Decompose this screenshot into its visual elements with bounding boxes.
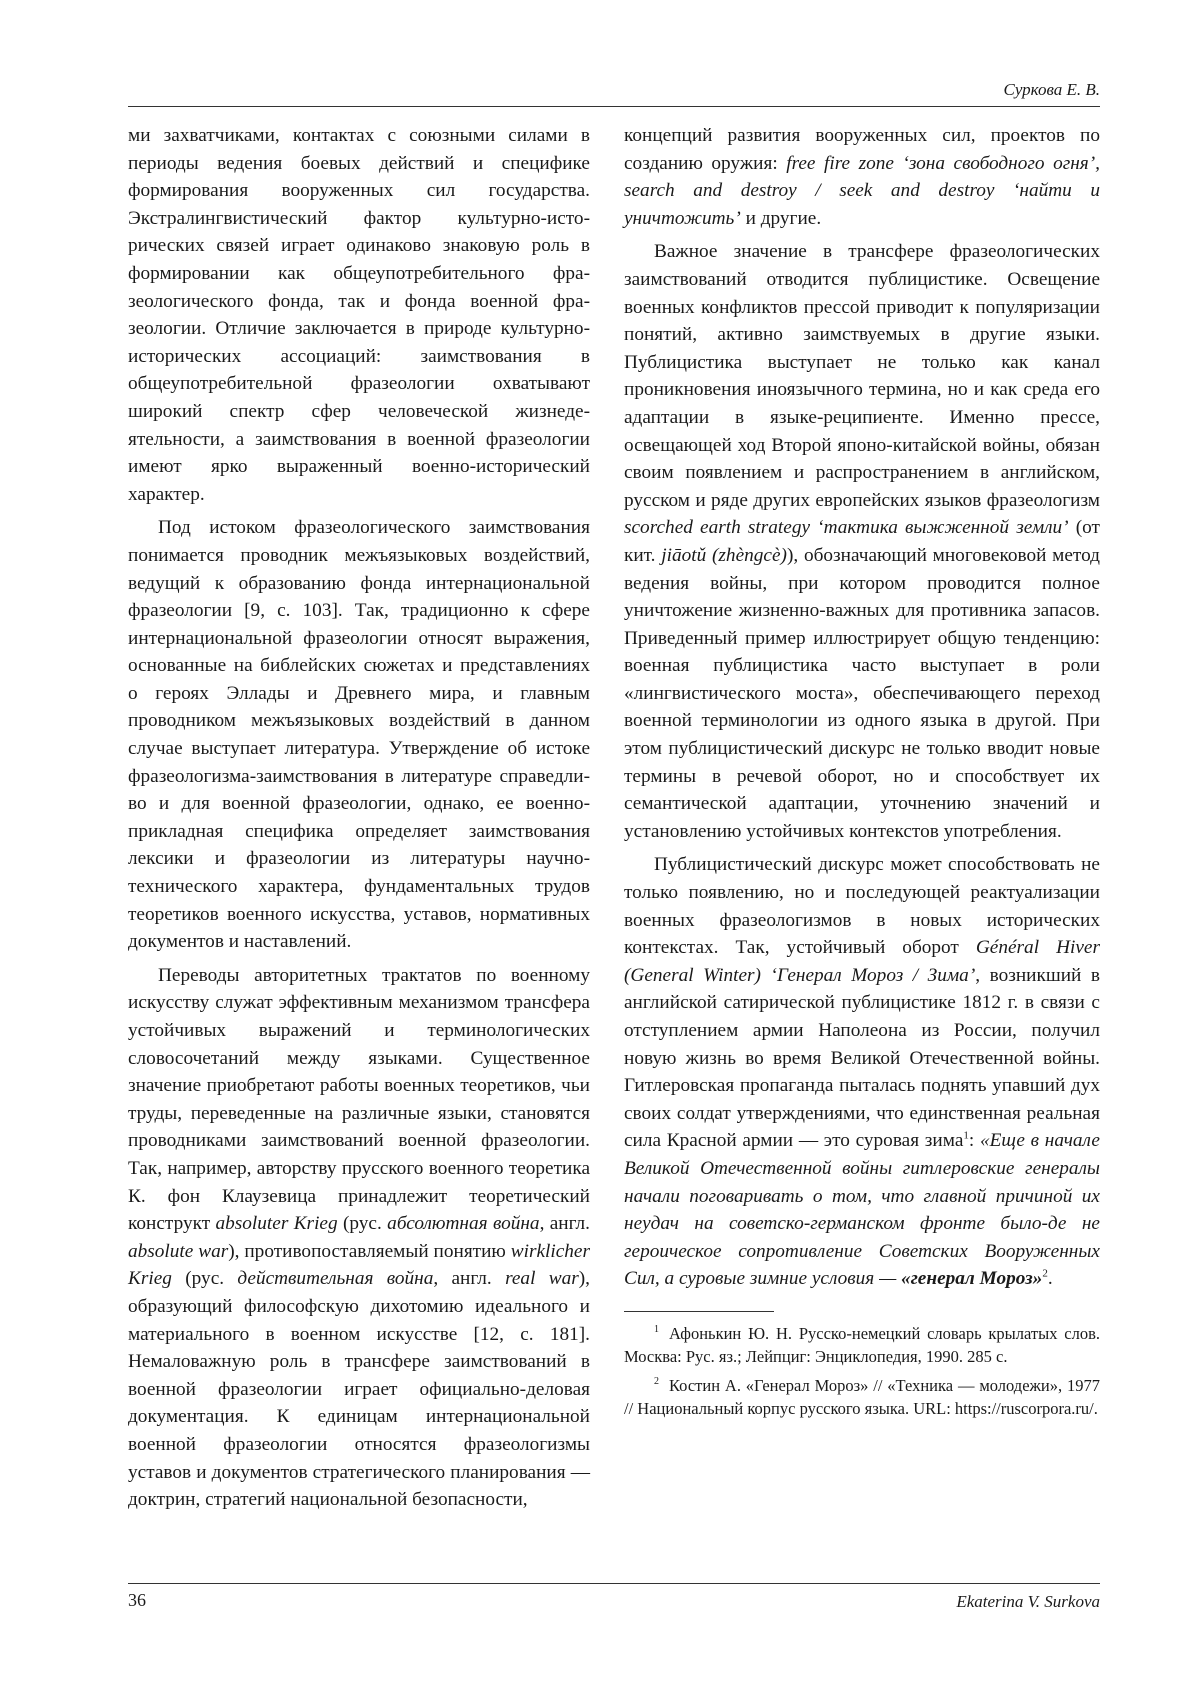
term: absoluter Krieg — [215, 1213, 338, 1235]
term: jiāotǔ (zhèngcè) — [661, 544, 787, 566]
footnote-ref[interactable]: 2 — [1042, 1267, 1048, 1280]
quote-text: «Еще в начале Великой Отечественной войны гитлеровские генералы начали поговаривать о том, что главной причиной их неудач на советско-германском фронте было-де не героическое сопротивление Советских Вооруженных Сил, а суровые зимние условия — — [624, 1130, 1100, 1290]
term: действительная война — [237, 1268, 434, 1290]
footnote-ref[interactable]: 1 — [963, 1129, 969, 1142]
term: абсолютная война — [387, 1213, 540, 1235]
text-run: Публицистический дискурс может способствовать не только появлению, но и последующей реактуализации военных фразеологизмов в новых исторических контекстах. Так, устойчивый оборот — [624, 854, 1100, 959]
footnote-number: 2 — [654, 1376, 659, 1388]
paragraph: ми захватчиками, контактах с союзными силами в периоды ведения боевых действий и специфике формирования вооруженных сил государства. Экстралингвистический фактор культурно-исторических связей играет одинаково знаковую роль в формировании как общеупотребительного фразеологического фонда, так и фонда военной фразеологии. Отличие заключается в природе культурно-исторических ассоциаций: заимствования в общеупотребительной фразеологии охватывают широкий спектр сфер человеческой жизнедеятельности, а заимствования в военной фразеологии имеют ярко выраженный военно-исторический характер. — [128, 125, 590, 505]
paragraph — [624, 851, 1100, 1293]
right-column — [624, 122, 1100, 1426]
term: scorched earth strategy ‘тактика выжженной земли’ — [624, 517, 1069, 539]
footnote-rule — [624, 1311, 774, 1312]
text-run: , англ. — [539, 1213, 590, 1235]
text-run: , возникший в английской сатирической публицистике 1812 г. в связи с отступлением армии Наполеона из России, получил новую жизнь во время Великой Отечественной войны. Гитлеровская пропаганда пыталась поднять упавший дух своих солдат утверждениями, что единственная реальная сила Красной армии — это суровая зима — [624, 964, 1100, 1152]
footnote-text: Афонькин Ю. Н. Русско-немецкий словарь крылатых слов. Москва: Рус. яз.; Лейпциг: Энциклопедия, 1990. 285 с. — [624, 1323, 1100, 1366]
page-number: 36 — [128, 1590, 146, 1610]
text-run: и другие. — [740, 207, 822, 229]
text-run: . — [1047, 1268, 1053, 1290]
term: free fire zone ‘зона свободного огня’, search and destroy / seek and destroy ‘найти и уничтожить’ — [624, 152, 1100, 229]
paragraph — [624, 122, 1100, 232]
text-run: Переводы авторитетных трактатов по военному искусству служат эффективным механизмом трансфера устойчивых выражений и терминологических словосочетаний между языками. Существенное значение приобретают работы военных теоретиков, чьи труды, переведенные на различные языки, становятся проводниками заимствований военной фразеологии. Так, например, авторству прусского военного теоретика К. фон Клаузевица принадлежит теоретический конструкт — [128, 964, 590, 1235]
footnote-number: 1 — [654, 1324, 659, 1336]
running-head: Суркова Е. В. — [1003, 80, 1100, 99]
text-run: ), противопоставляемый понятию — [228, 1240, 511, 1262]
paragraph: Под истоком фразеологического заимствования понимается проводник межъязыковых воздействий, ведущий к образованию фонда интернациональной фразеологии [9, с. 103]. Так, традиционно к сфере интернациональной фразеологии относят выражения, основанные на библейских сюжетах и представлениях о героях Эллады и Древнего мира, и главным проводником межъязыковых воздействий в данном случае выступает литература. Утверждение об истоке фразеологизма-заимствования в литературе справедливо и для военной фразеологии, однако, ее военно-прикладная специфика определяет заимствования лексики и фразеологии из литературы научно-технического характера, фундаментальных трудов теоретиков военного искусства, уставов, нормативных документов и наставлений. — [128, 517, 590, 953]
left-column — [128, 122, 590, 1520]
footnote-text: Костин А. «Генерал Мороз» // «Техника — молодежи», 1977 // Национальный корпус русского языка. URL: https://ruscorpora.ru/. — [624, 1375, 1100, 1418]
header-rule — [128, 106, 1100, 107]
paragraph — [128, 962, 590, 1514]
text-run: (рус. — [171, 1268, 238, 1290]
term: wirklicher Krieg — [128, 1240, 590, 1290]
term: absolute war — [128, 1240, 229, 1262]
quote — [624, 1130, 1100, 1289]
text-run: концепций развития вооруженных сил, проектов по созданию оружия: — [624, 125, 1100, 174]
footer-rule — [128, 1583, 1100, 1584]
text-run: : — [968, 1130, 980, 1152]
footnote-1 — [624, 1322, 1100, 1368]
paragraph — [624, 238, 1100, 845]
footnote-2 — [624, 1374, 1100, 1420]
text-run: (рус. — [337, 1213, 388, 1235]
text-run: ), обозначающий многовековой метод ведения войны, при котором проводится полное уничтожение жизненно-важных для противника запасов. Приведенный пример иллюстрирует общую тенденцию: военная публицистика часто выступает в роли «лингвистического моста», обеспечивающего переход военной терминологии из одного языка в другой. При этом публицистический дискурс не только вводит новые термины в речевой оборот, но и способствует их семантической адаптации, уточнению значений и установлению устойчивых контекстов употребления. — [624, 544, 1100, 842]
text-run: Важное значение в трансфере фразеологических заимствований отводится публицистике. Освещение военных конфликтов прессой приводит к популяризации понятий, активно заимствуемых в другие языки. Публицистика выступает не только как канал проникновения иноязычного термина, но и как среда его адаптации в языке-реципиенте. Именно прессе, освещающей ход Второй японо-китайской войны, обязан своим появлением и распространением в английском, русском и ряде других европейских языков фразеологизм — [624, 241, 1100, 511]
footer-author: Ekaterina V. Surkova — [956, 1592, 1100, 1611]
quote-emphasis: «генерал Мороз» — [901, 1268, 1043, 1290]
text-run: ), образующий философскую дихотомию идеального и материального в военном искусстве [12, с. 181]. Немаловажную роль в трансфере заимствований в военной фразеологии играет официально-деловая документация. К единицам интернациональной военной фразеологии относятся фразеологизмы уставов и документов стратегического планирования — доктрин, стратегий национальной безопасности, — [128, 1268, 590, 1511]
term: real war — [505, 1268, 579, 1290]
text-run: , англ. — [433, 1268, 506, 1290]
term: Général Hiver (General Winter) ‘Генерал Мороз / Зима’ — [624, 937, 1100, 986]
text-run: (от кит. — [624, 517, 1100, 566]
